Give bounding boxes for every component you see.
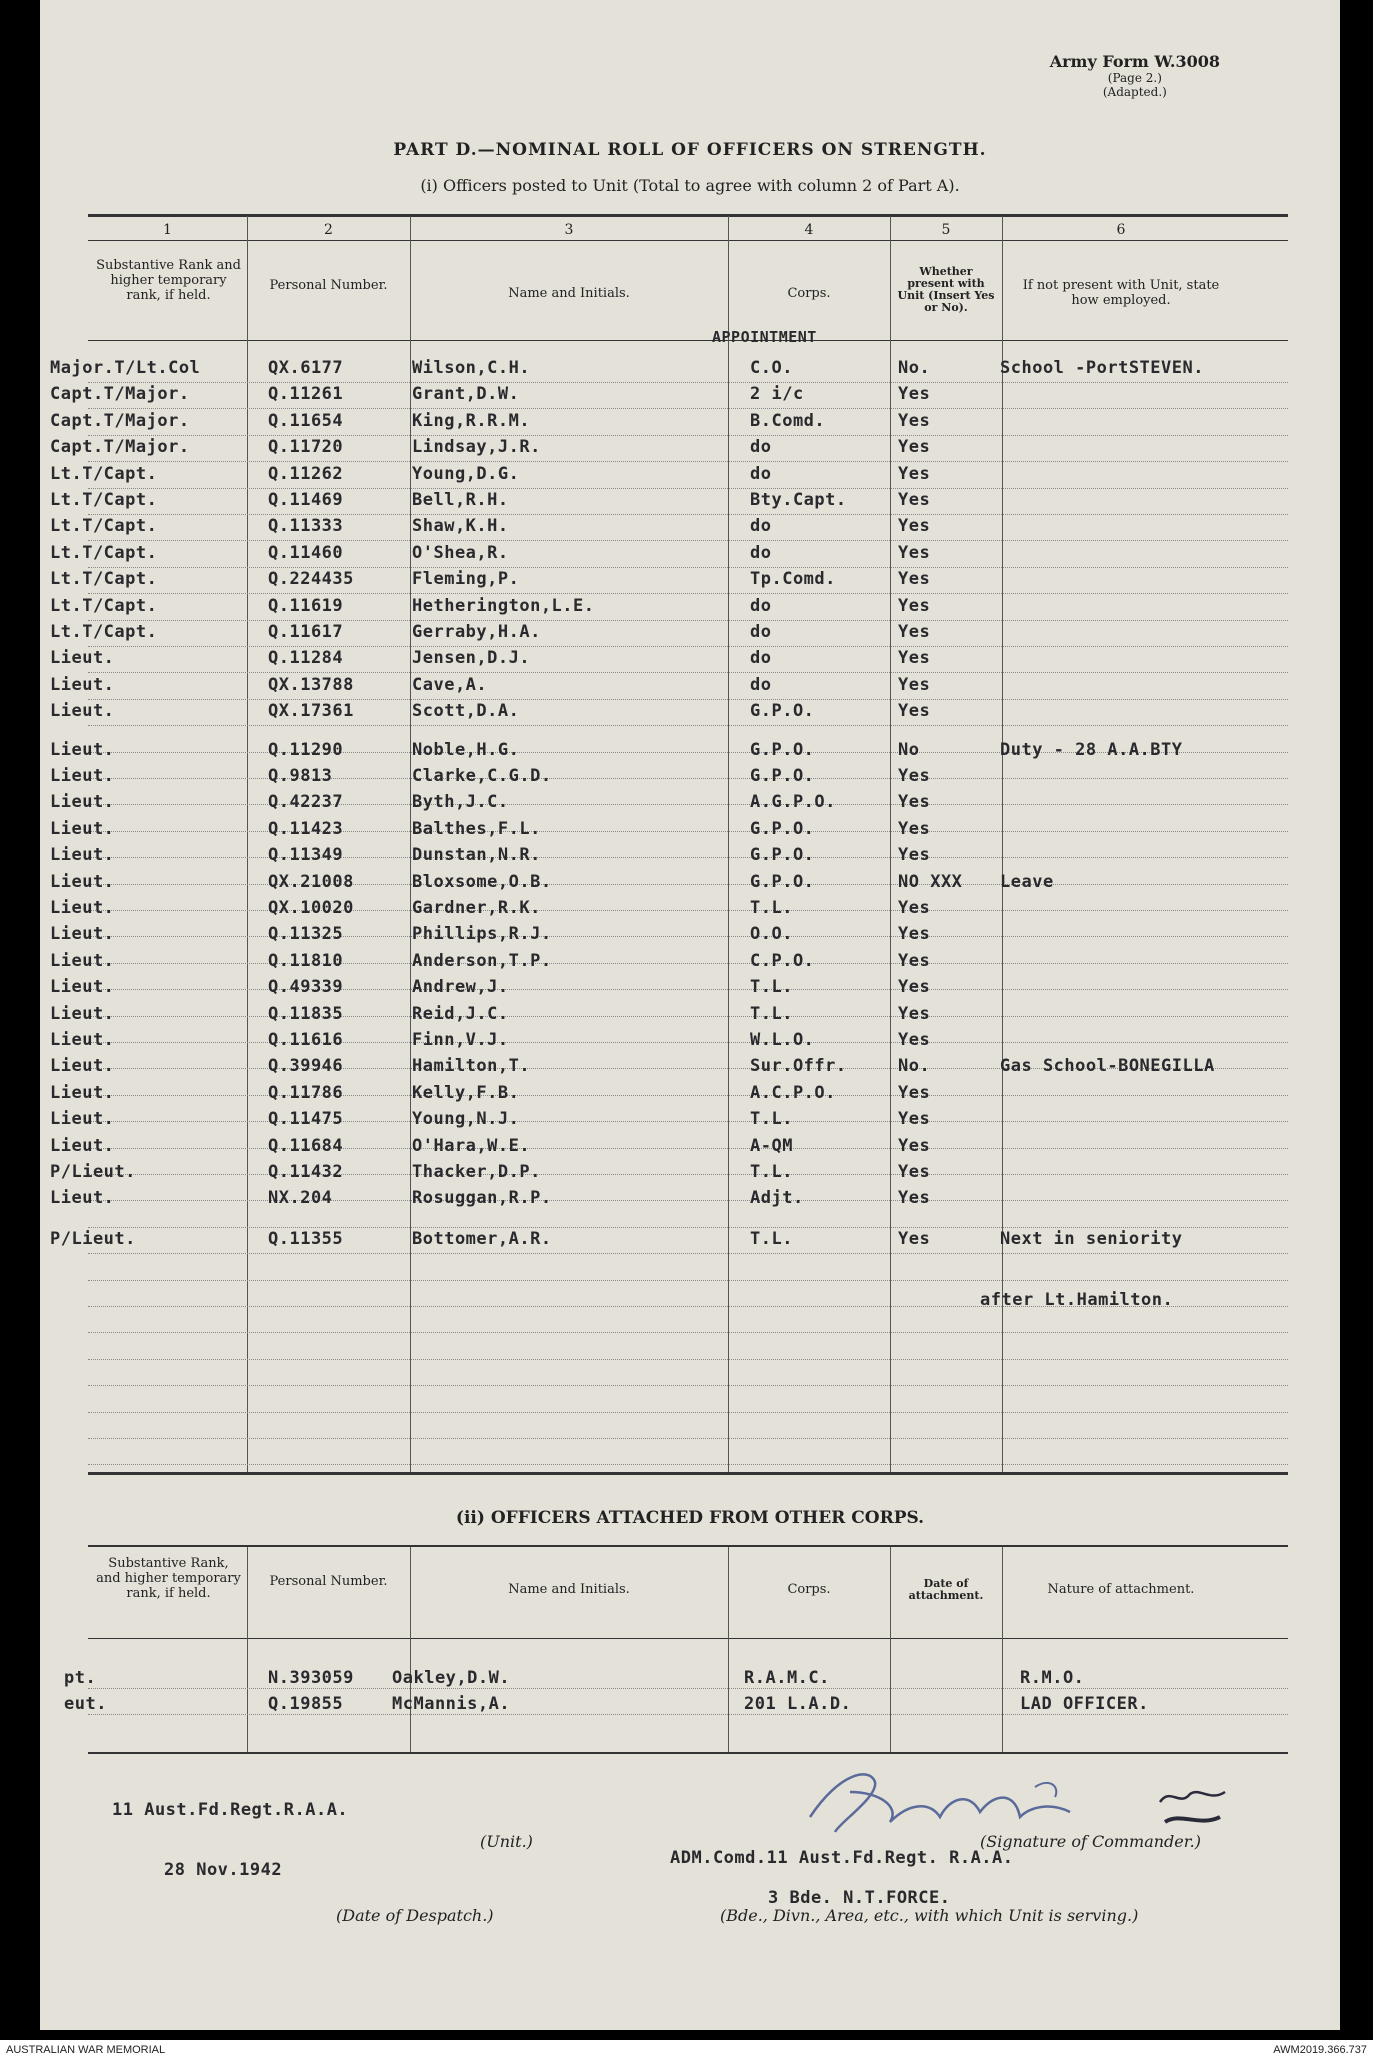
- officer-corps: Bty.Capt.: [750, 490, 847, 510]
- officer-number: Q.224435: [268, 569, 354, 589]
- officer-rank: Lieut.: [50, 872, 115, 892]
- officer-number: Q.11460: [268, 543, 344, 563]
- officer-rank: Lt.T/Capt.: [50, 464, 158, 484]
- officer-row: [40, 792, 1340, 818]
- column-divider: [410, 1547, 411, 1752]
- officer-rank: Lieut.: [50, 648, 115, 668]
- officer-corps: do: [750, 675, 772, 695]
- officer-corps: T.L.: [750, 977, 793, 997]
- officer-rank: Lieut.: [50, 766, 115, 786]
- officer-corps: W.L.O.: [750, 1030, 815, 1050]
- officer-rank: Lt.T/Capt.: [50, 569, 158, 589]
- officer-present: Yes: [898, 924, 931, 944]
- officer-present: Yes: [898, 792, 931, 812]
- officer-number: Q.11720: [268, 437, 344, 457]
- officer-row: [40, 1162, 1340, 1188]
- officer-present: Yes: [898, 675, 931, 695]
- officer-number: Q.11284: [268, 648, 344, 668]
- officer-corps: A.G.P.O.: [750, 792, 836, 812]
- officer-present: Yes: [898, 437, 931, 457]
- officer-rank: Lieut.: [50, 1188, 115, 1208]
- officer-row: [40, 358, 1340, 384]
- officer-number: QX.6177: [268, 358, 344, 378]
- officer-number: Q.39946: [268, 1056, 344, 1076]
- attached-row: [40, 1668, 1340, 1694]
- row-line: [88, 1332, 1288, 1334]
- row-line: [88, 1280, 1288, 1282]
- officer-name: Scott,D.A.: [412, 701, 520, 721]
- officer-name: Gerraby,H.A.: [412, 622, 541, 642]
- officer-rank: Lieut.: [50, 924, 115, 944]
- officer-corps: B.Comd.: [750, 411, 826, 431]
- officer-present: Yes: [898, 411, 931, 431]
- officer-number: Q.11616: [268, 1030, 344, 1050]
- section2-header-rank: Substantive Rank, and higher temporary rank, if held.: [96, 1556, 241, 1601]
- officer-present: Yes: [898, 516, 931, 536]
- officer-row: [40, 490, 1340, 516]
- attached-nature: LAD OFFICER.: [1020, 1694, 1149, 1714]
- section2-header-rule: [88, 1638, 1288, 1639]
- officer-rank: Lieut.: [50, 898, 115, 918]
- officer-row: [40, 701, 1340, 727]
- column-number: 4: [804, 222, 814, 238]
- officer-rank: Major.T/Lt.Col: [50, 358, 201, 378]
- officer-rank: Lieut.: [50, 740, 115, 760]
- unit-label: (Unit.): [480, 1832, 533, 1851]
- officer-present: Yes: [898, 1030, 931, 1050]
- officer-row: [40, 924, 1340, 950]
- document-page: [40, 0, 1340, 2030]
- officer-row: [40, 675, 1340, 701]
- section2-header-date: Date of attachment.: [908, 1577, 984, 1602]
- officer-corps: Tp.Comd.: [750, 569, 836, 589]
- row-line: [88, 1359, 1288, 1361]
- formation-label: (Bde., Divn., Area, etc., with which Unit is serving.): [720, 1906, 1139, 1925]
- officer-rank: Capt.T/Major.: [50, 437, 190, 457]
- header-name: Name and Initials.: [508, 286, 630, 301]
- officer-rank: Lieut.: [50, 845, 115, 865]
- form-id-text: Army Form W.3008: [1049, 52, 1220, 71]
- commander-signature: [780, 1762, 1100, 1842]
- officer-corps: do: [750, 543, 772, 563]
- officer-row: [40, 951, 1340, 977]
- officer-corps: G.P.O.: [750, 740, 815, 760]
- header-bottom-rule: [88, 340, 1288, 341]
- row-line: [88, 1385, 1288, 1387]
- header-rank: Substantive Rank and higher temporary rank, if held.: [96, 258, 241, 303]
- officer-corps: T.L.: [750, 1004, 793, 1024]
- officer-name: Kelly,F.B.: [412, 1083, 520, 1103]
- officer-name: Hamilton,T.: [412, 1056, 531, 1076]
- header-employed: If not present with Unit, state how employed.: [1022, 278, 1220, 308]
- signature-label: (Signature of Commander.): [980, 1832, 1201, 1851]
- header-personal-number: Personal Number.: [269, 278, 388, 293]
- officer-rank: Lieut.: [50, 819, 115, 839]
- officer-corps: do: [750, 648, 772, 668]
- officer-name: Reid,J.C.: [412, 1004, 509, 1024]
- officer-present: Yes: [898, 898, 931, 918]
- officer-number: Q.11349: [268, 845, 344, 865]
- officer-rank: Lt.T/Capt.: [50, 490, 158, 510]
- attached-number: Q.19855: [268, 1694, 344, 1714]
- officer-corps: do: [750, 596, 772, 616]
- officer-corps: A.C.P.O.: [750, 1083, 836, 1103]
- officer-name: Dunstan,N.R.: [412, 845, 541, 865]
- officer-present: Yes: [898, 951, 931, 971]
- section2-header-number: Personal Number.: [269, 1574, 388, 1589]
- officer-corps: C.O.: [750, 358, 793, 378]
- header-present: Whether present with Unit (Insert Yes or No).: [897, 265, 995, 314]
- column-divider: [247, 1547, 248, 1752]
- row-line: [88, 1438, 1288, 1440]
- despatch-date-value: 28 Nov.1942: [164, 1860, 283, 1880]
- officer-number: Q.11333: [268, 516, 344, 536]
- officer-name: Jensen,D.J.: [412, 648, 531, 668]
- officer-name: Gardner,R.K.: [412, 898, 541, 918]
- officer-row: [40, 1109, 1340, 1135]
- officer-corps: Sur.Offr.: [750, 1056, 847, 1076]
- unit-value: 11 Aust.Fd.Regt.R.A.A.: [112, 1800, 349, 1820]
- officer-rank: P/Lieut.: [50, 1229, 136, 1249]
- officer-corps: O.O.: [750, 924, 793, 944]
- officer-corps: G.P.O.: [750, 872, 815, 892]
- officer-number: Q.11290: [268, 740, 344, 760]
- officer-corps: do: [750, 622, 772, 642]
- officer-present: Yes: [898, 1162, 931, 1182]
- officer-rank: Lieut.: [50, 1004, 115, 1024]
- date-label: (Date of Despatch.): [336, 1906, 494, 1925]
- officer-rank: Lieut.: [50, 1056, 115, 1076]
- row-line: [88, 1412, 1288, 1414]
- officer-name: Bell,R.H.: [412, 490, 509, 510]
- column-number: 2: [324, 222, 333, 238]
- officer-rank: Lieut.: [50, 792, 115, 812]
- officer-number: QX.21008: [268, 872, 354, 892]
- attached-nature: R.M.O.: [1020, 1668, 1085, 1688]
- officer-row: [40, 464, 1340, 490]
- form-identifier: [1050, 52, 1220, 99]
- officer-rank: Capt.T/Major.: [50, 411, 190, 431]
- officer-number: QX.17361: [268, 701, 354, 721]
- form-adapted-text: (Adapted.): [1102, 85, 1167, 99]
- column-number: 5: [941, 222, 951, 238]
- officer-name: Wilson,C.H.: [412, 358, 531, 378]
- officer-name: Finn,V.J.: [412, 1030, 509, 1050]
- attached-corps: 201 L.A.D.: [744, 1694, 852, 1714]
- section2-bottom-rule: [88, 1752, 1288, 1754]
- officer-number: Q.11786: [268, 1083, 344, 1103]
- officer-rank: Lieut.: [50, 1109, 115, 1129]
- corps-appointment-note: APPOINTMENT: [712, 328, 817, 346]
- officer-present: Yes: [898, 1109, 931, 1129]
- commander-value: ADM.Comd.11 Aust.Fd.Regt. R.A.A.: [670, 1848, 1014, 1868]
- officer-present: Yes: [898, 701, 931, 721]
- column-number: 1: [163, 222, 172, 238]
- officer-corps: do: [750, 516, 772, 536]
- archive-name: AUSTRALIAN WAR MEMORIAL: [6, 2044, 166, 2056]
- officer-corps: T.L.: [750, 898, 793, 918]
- officer-row: [40, 872, 1340, 898]
- officer-number: Q.11423: [268, 819, 344, 839]
- officer-name: Young,D.G.: [412, 464, 520, 484]
- officer-row: [40, 569, 1340, 595]
- officer-row: [40, 648, 1340, 674]
- officer-number: Q.42237: [268, 792, 344, 812]
- officer-employment: Duty - 28 A.A.BTY: [1000, 740, 1183, 760]
- officer-number: Q.11355: [268, 1229, 344, 1249]
- officer-number: Q.11469: [268, 490, 344, 510]
- attached-corps: R.A.M.C.: [744, 1668, 830, 1688]
- officer-row: [40, 740, 1340, 766]
- officer-row: [40, 845, 1340, 871]
- officer-corps: do: [750, 437, 772, 457]
- officer-name: Thacker,D.P.: [412, 1162, 541, 1182]
- officer-row: [40, 437, 1340, 463]
- officer-present: Yes: [898, 596, 931, 616]
- officer-row: [40, 1056, 1340, 1082]
- officer-name: Bloxsome,O.B.: [412, 872, 552, 892]
- officer-number: Q.11475: [268, 1109, 344, 1129]
- officer-corps: G.P.O.: [750, 701, 815, 721]
- officer-number: Q.11684: [268, 1136, 344, 1156]
- officer-number: Q.11810: [268, 951, 344, 971]
- officer-present: Yes: [898, 1188, 931, 1208]
- officer-employment: Next in seniority: [1000, 1229, 1183, 1249]
- officer-number: Q.11654: [268, 411, 344, 431]
- officer-name: O'Hara,W.E.: [412, 1136, 531, 1156]
- officer-row: [40, 1136, 1340, 1162]
- officer-present: Yes: [898, 1004, 931, 1024]
- attached-name: McMannis,A.: [392, 1694, 511, 1714]
- officer-rank: Lt.T/Capt.: [50, 543, 158, 563]
- officer-number: Q.11617: [268, 622, 344, 642]
- attached-name: Oakley,D.W.: [392, 1668, 511, 1688]
- officer-name: Anderson,T.P.: [412, 951, 552, 971]
- officer-name: King,R.R.M.: [412, 411, 531, 431]
- officer-present: Yes: [898, 1083, 931, 1103]
- officer-present: Yes: [898, 845, 931, 865]
- officer-rank: Lieut.: [50, 951, 115, 971]
- officer-name: O'Shea,R.: [412, 543, 509, 563]
- officer-name: Cave,A.: [412, 675, 488, 695]
- officer-employment: Leave: [1000, 872, 1054, 892]
- officer-corps: T.L.: [750, 1229, 793, 1249]
- officer-rank: Lieut.: [50, 1030, 115, 1050]
- officer-name: Rosuggan,R.P.: [412, 1188, 552, 1208]
- officer-corps: A-QM: [750, 1136, 793, 1156]
- form-page-text: (Page 2.): [1107, 71, 1162, 85]
- table-top-rule: [88, 214, 1288, 217]
- officer-row: [40, 411, 1340, 437]
- officer-rank: Lt.T/Capt.: [50, 622, 158, 642]
- officer-present: Yes: [898, 766, 931, 786]
- officer-present: No.: [898, 358, 931, 378]
- officer-corps: G.P.O.: [750, 845, 815, 865]
- column-divider: [1002, 1547, 1003, 1752]
- attached-number: N.393059: [268, 1668, 354, 1688]
- officer-number: Q.11325: [268, 924, 344, 944]
- row-line: [88, 1464, 1288, 1466]
- officer-rank: Capt.T/Major.: [50, 384, 190, 404]
- officer-name: Byth,J.C.: [412, 792, 509, 812]
- officer-rank: Lieut.: [50, 1136, 115, 1156]
- officer-number: QX.10020: [268, 898, 354, 918]
- officer-present: Yes: [898, 384, 931, 404]
- officer-number: Q.9813: [268, 766, 333, 786]
- officer-name: Hetherington,L.E.: [412, 596, 595, 616]
- officer-rank: Lieut.: [50, 1083, 115, 1103]
- archive-reference: AWM2019.366.737: [1273, 2044, 1367, 2056]
- officer-present: NO XXX: [898, 872, 963, 892]
- officer-row: [40, 543, 1340, 569]
- officer-rank: Lieut.: [50, 675, 115, 695]
- column-divider: [728, 1547, 729, 1752]
- officer-present: Yes: [898, 977, 931, 997]
- officer-present: Yes: [898, 464, 931, 484]
- officer-name: Shaw,K.H.: [412, 516, 509, 536]
- archive-strip: [0, 2040, 1373, 2061]
- officer-row: [40, 819, 1340, 845]
- officer-name: Balthes,F.L.: [412, 819, 541, 839]
- officer-present: Yes: [898, 1136, 931, 1156]
- table-bottom-rule: [88, 1472, 1288, 1475]
- column-divider: [890, 1547, 891, 1752]
- officer-present: Yes: [898, 819, 931, 839]
- officer-rank: Lieut.: [50, 701, 115, 721]
- officer-row: [40, 1083, 1340, 1109]
- officer-name: Phillips,R.J.: [412, 924, 552, 944]
- officer-present: Yes: [898, 490, 931, 510]
- officer-number: Q.11835: [268, 1004, 344, 1024]
- part-d2-title: (ii) OFFICERS ATTACHED FROM OTHER CORPS.: [455, 1508, 925, 1528]
- officer-row: [40, 1188, 1340, 1214]
- section2-top-rule: [88, 1545, 1288, 1547]
- column-number: 3: [564, 222, 574, 238]
- officer-row: [40, 977, 1340, 1003]
- officer-present: Yes: [898, 1229, 931, 1249]
- officer-number: Q.11261: [268, 384, 344, 404]
- officer-corps: C.P.O.: [750, 951, 815, 971]
- officer-number: NX.204: [268, 1188, 333, 1208]
- section2-header-nature: Nature of attachment.: [1047, 1582, 1195, 1597]
- officer-rank: P/Lieut.: [50, 1162, 136, 1182]
- officer-corps: G.P.O.: [750, 766, 815, 786]
- section2-header-name: Name and Initials.: [508, 1582, 630, 1597]
- rank-scrawl: [1150, 1782, 1240, 1832]
- part-d-subtitle: (i) Officers posted to Unit (Total to agree with column 2 of Part A).: [420, 176, 960, 195]
- officer-number: Q.11619: [268, 596, 344, 616]
- officer-row: [40, 1229, 1340, 1255]
- officer-name: Clarke,C.G.D.: [412, 766, 552, 786]
- officer-name: Andrew,J.: [412, 977, 509, 997]
- officer-name: Fleming,P.: [412, 569, 520, 589]
- officer-row: [40, 622, 1340, 648]
- officer-name: Lindsay,J.R.: [412, 437, 541, 457]
- part-d-title: PART D.—NOMINAL ROLL OF OFFICERS ON STRENGTH.: [393, 140, 987, 160]
- officer-name: Bottomer,A.R.: [412, 1229, 552, 1249]
- attached-rank: eut.: [64, 1694, 107, 1714]
- officer-rank: Lieut.: [50, 977, 115, 997]
- officer-number: QX.13788: [268, 675, 354, 695]
- attached-rank: pt.: [64, 1668, 97, 1688]
- attached-row: [40, 1694, 1340, 1720]
- officer-rank: Lt.T/Capt.: [50, 596, 158, 616]
- column-number: 6: [1116, 222, 1126, 238]
- employed-continuation: after Lt.Hamilton.: [980, 1290, 1174, 1310]
- officer-corps: T.L.: [750, 1109, 793, 1129]
- officer-row: [40, 1004, 1340, 1030]
- officer-corps: Adjt.: [750, 1188, 804, 1208]
- officer-rank: Lt.T/Capt.: [50, 516, 158, 536]
- officer-name: Grant,D.W.: [412, 384, 520, 404]
- officer-number: Q.49339: [268, 977, 344, 997]
- officer-employment: Gas School-BONEGILLA: [1000, 1056, 1215, 1076]
- officer-present: Yes: [898, 622, 931, 642]
- officer-row: [40, 898, 1340, 924]
- officer-present: Yes: [898, 648, 931, 668]
- officer-corps: G.P.O.: [750, 819, 815, 839]
- header-corps: Corps.: [787, 286, 831, 301]
- officer-name: Young,N.J.: [412, 1109, 520, 1129]
- column-number-rule: [88, 240, 1288, 241]
- section2-header-corps: Corps.: [787, 1582, 831, 1597]
- officer-row: [40, 766, 1340, 792]
- officer-corps: 2 i/c: [750, 384, 804, 404]
- officer-corps: do: [750, 464, 772, 484]
- officer-row: [40, 596, 1340, 622]
- officer-name: Noble,H.G.: [412, 740, 520, 760]
- officer-row: [40, 516, 1340, 542]
- officer-employment: School -PortSTEVEN.: [1000, 358, 1204, 378]
- officer-row: [40, 384, 1340, 410]
- officer-row: [40, 1030, 1340, 1056]
- officer-present: Yes: [898, 569, 931, 589]
- officer-present: Yes: [898, 543, 931, 563]
- officer-corps: T.L.: [750, 1162, 793, 1182]
- officer-number: Q.11432: [268, 1162, 344, 1182]
- formation-value: 3 Bde. N.T.FORCE.: [768, 1888, 951, 1908]
- officer-present: No.: [898, 1056, 931, 1076]
- officer-present: No: [898, 740, 920, 760]
- officer-number: Q.11262: [268, 464, 344, 484]
